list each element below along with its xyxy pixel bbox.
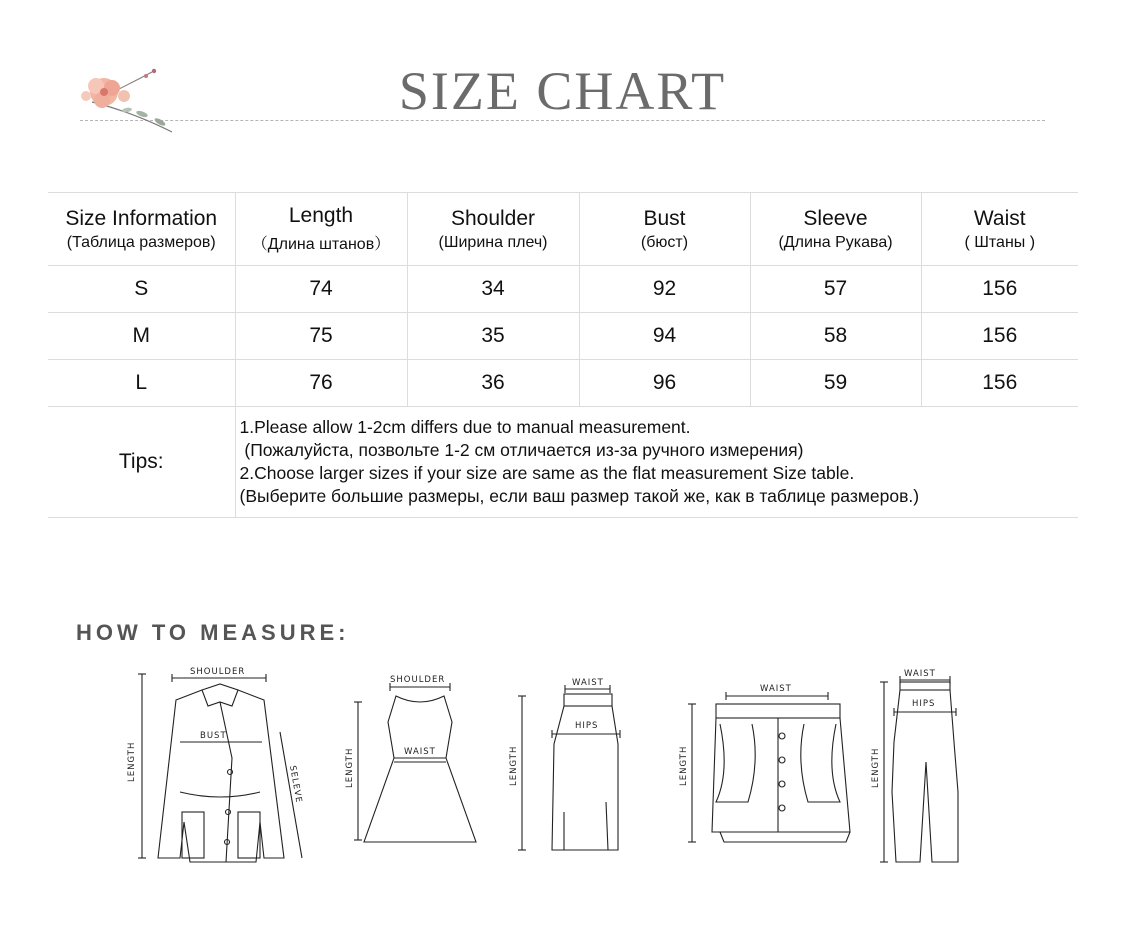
size-cell: S xyxy=(48,266,235,313)
length-cell: 76 xyxy=(235,360,407,407)
shoulder-label: SHOULDER xyxy=(190,667,246,677)
page-title: SIZE CHART xyxy=(398,61,727,121)
table-row xyxy=(48,266,1078,313)
size-table xyxy=(48,192,1078,518)
length-cell: 75 xyxy=(235,313,407,360)
how-to-measure-heading: HOW TO MEASURE: xyxy=(76,620,350,645)
skirt-diagram-icon xyxy=(518,685,620,850)
tips-label: Tips: xyxy=(48,407,235,518)
shoulder-cell: 36 xyxy=(407,360,579,407)
length-label: LENGTH xyxy=(679,745,689,786)
header-main-label: Size Information xyxy=(65,206,218,230)
tips-row xyxy=(48,407,1078,518)
sleeve-cell: 57 xyxy=(750,266,921,313)
hips-label: HIPS xyxy=(575,721,599,731)
header-main-label: Length xyxy=(288,204,354,227)
header-sub-label: (бюст) xyxy=(640,233,689,251)
bust-cell: 96 xyxy=(579,360,750,407)
header-main-label: Waist xyxy=(973,206,1026,230)
tip-line: (Выберите большие размеры, если ваш размер такой же, как в таблице размеров.) xyxy=(239,486,920,506)
table-row xyxy=(48,360,1078,407)
tip-line: 2.Choose larger sizes if your size are same as the flat measurement Size table. xyxy=(239,463,855,483)
tip-line: (Пожалуйста, позвольте 1-2 см отличается из-за ручного измерения) xyxy=(239,440,804,460)
header-length xyxy=(235,193,407,266)
jacket-diagram-icon xyxy=(138,674,302,862)
size-cell: M xyxy=(48,313,235,360)
tips-text xyxy=(235,407,1078,518)
title-divider xyxy=(80,120,1045,121)
sleeve-cell: 58 xyxy=(750,313,921,360)
header-main-label: Shoulder xyxy=(450,206,536,230)
header-sub-label: (Длина Рукава) xyxy=(778,233,893,251)
shoulder-cell: 34 xyxy=(407,266,579,313)
shoulder-label: SHOULDER xyxy=(390,675,446,685)
sleeve-cell: 59 xyxy=(750,360,921,407)
length-label: LENGTH xyxy=(871,747,881,788)
waist-cell: 156 xyxy=(921,360,1078,407)
flower-decoration-icon xyxy=(72,62,182,134)
header-sub-label: ( Штаны ) xyxy=(964,233,1036,251)
size-cell: L xyxy=(48,360,235,407)
header-waist xyxy=(921,193,1078,266)
table-header-row xyxy=(48,193,1078,266)
shorts-diagram-icon xyxy=(688,692,850,842)
waist-label: WAIST xyxy=(572,678,604,688)
header-shoulder xyxy=(407,193,579,266)
shoulder-cell: 35 xyxy=(407,313,579,360)
bust-cell: 92 xyxy=(579,266,750,313)
header-main-label: Bust xyxy=(643,206,686,230)
length-label: LENGTH xyxy=(345,747,355,788)
waist-label: WAIST xyxy=(404,747,436,757)
bust-cell: 94 xyxy=(579,313,750,360)
waist-cell: 156 xyxy=(921,266,1078,313)
waist-label: WAIST xyxy=(760,684,792,694)
header-main-label: Sleeve xyxy=(803,206,868,230)
header-bust xyxy=(579,193,750,266)
length-label: LENGTH xyxy=(509,745,519,786)
measurement-diagrams xyxy=(120,662,980,872)
header-sub-label: (Таблица размеров) xyxy=(66,233,216,251)
header-sub-label: (Ширина плеч) xyxy=(438,233,548,251)
header-sub-label: （Длина штанов） xyxy=(251,236,391,253)
length-label: LENGTH xyxy=(127,741,137,782)
header-sleeve xyxy=(750,193,921,266)
table-row xyxy=(48,313,1078,360)
tip-line: 1.Please allow 1-2cm differs due to manual measurement. xyxy=(239,417,691,437)
length-cell: 74 xyxy=(235,266,407,313)
waist-label: WAIST xyxy=(904,669,936,679)
hips-label: HIPS xyxy=(912,699,936,709)
header-size-information xyxy=(48,193,235,266)
dress-diagram-icon xyxy=(354,683,476,842)
sleeve-label: SELEVE xyxy=(287,764,304,805)
bust-label: BUST xyxy=(200,731,227,741)
waist-cell: 156 xyxy=(921,313,1078,360)
